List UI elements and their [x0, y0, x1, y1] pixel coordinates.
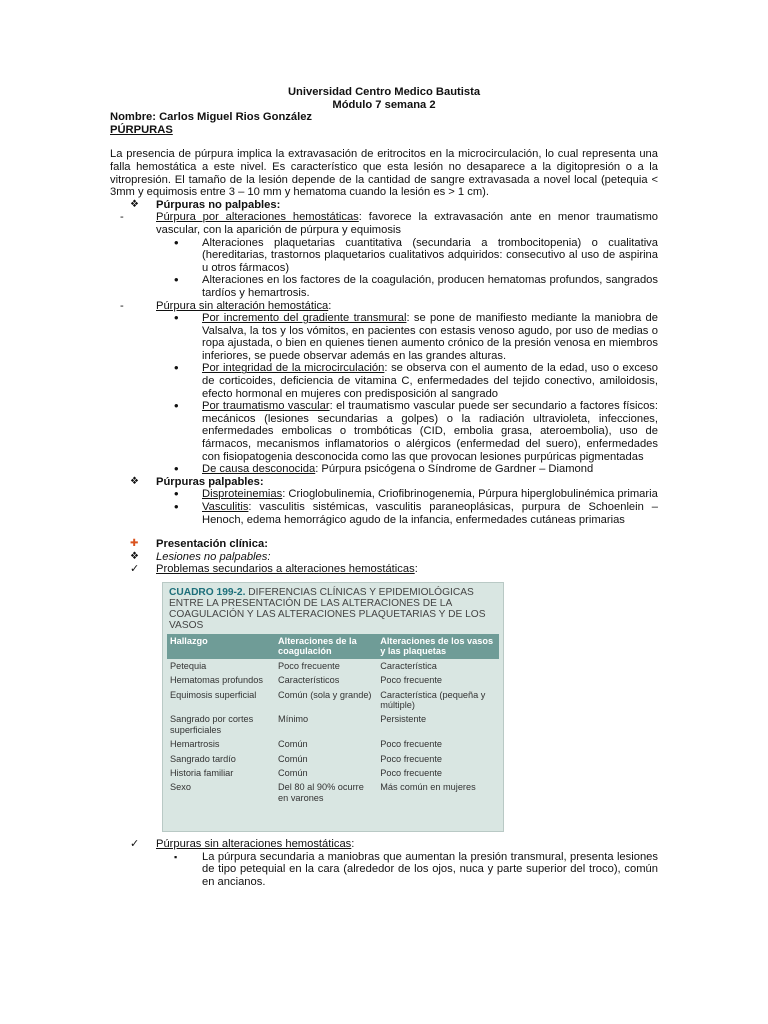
bullet-icon: • [174, 499, 179, 514]
list-item [110, 234, 658, 275]
table-caption-text: DIFERENCIAS CLÍNICAS Y EPIDEMIOLÓGICAS ENTRE LA PRESENTACIÓN DE LAS ALTERACIONES DE LA COAGULACIÓN Y LAS ALTERACIONES PLAQUETARIAS Y DE LOS VASOS [169, 586, 486, 631]
dash-bullet: - [120, 211, 124, 224]
subsection-text: : favorece la extravasación ante en menor traumatismo vascular, con la aparición de púrpura y equimosis [156, 211, 658, 236]
section-no-palpables [110, 199, 658, 212]
table-row: Sexo Del 80 al 90% ocurre en varones Más común en mujeres [170, 782, 476, 803]
student-name: Nombre: Carlos Miguel Rios González [110, 111, 313, 124]
list-item: • De causa desconocida: Púrpura psicógena o Síndrome de Gardner – Diamond [174, 461, 594, 477]
table-row: Equimosis superficial Común (sola y grande) Característica (pequeña y múltiple) [170, 689, 486, 710]
table-figure [162, 582, 504, 832]
check-item: ✓ Problemas secundarios a alteraciones hemostáticas: [130, 563, 418, 576]
table-header [167, 634, 499, 659]
table-row: Sangrado tardío Común Poco frecuente [170, 753, 443, 764]
list-item: • Por integridad de la microcirculación: se observa con el aumento de la edad, uso o exceso de corticoides, deficiencia de vitamina C, enfermedades del tejido conectivo, amiloidosis, efecto hormonal en mujeres con predisposición al sangrado [174, 360, 658, 400]
table-header-cell: Hallazgo [170, 635, 208, 646]
dash-bullet: - [120, 299, 124, 312]
table-header-cell: Alteraciones de los vasos y las plaquetas [380, 635, 494, 657]
subsection-hemostatic [110, 211, 658, 236]
pin-icon: ✚ [130, 538, 139, 550]
clinical-title: Presentación clínica: [156, 538, 268, 551]
table-body [163, 659, 503, 805]
list-item-text: La púrpura secundaria a maniobras que aumentan la presión transmural, presenta lesiones de tipo petequial en la cara (alrededor de los ojos, nuca y parte superior del troco), común en ancianos. [202, 850, 658, 888]
bullet-icon: • [174, 360, 179, 376]
bullet-icon: • [174, 461, 179, 477]
diamond-bullet-icon: ❖ [130, 198, 139, 210]
bullet-icon: • [174, 234, 179, 250]
clinical-sub-row [110, 551, 658, 564]
list-item: • Por incremento del gradiente transmural: se pone de manifiesto mediante la maniobra de Valsalva, la tos y los vómitos, en pacientes con estasis venoso agudo, por uso de medias o ropa ajustada, o bien en quienes tienen aumento crónico de la presión venosa en miembros inferiores, se puede observar además en las grandes alturas. [174, 310, 658, 362]
subsection-non-hemostatic: - Púrpura sin alteración hemostática: [110, 300, 658, 313]
section-palpables [110, 476, 658, 489]
small-diamond-icon: ❖ [130, 550, 139, 562]
subsection-title: Púrpura sin alteración hemostática [156, 299, 329, 312]
table-header-cell: Alteraciones de la coagulación [278, 635, 357, 657]
bullet-icon: • [174, 310, 179, 326]
table-row: Historia familiar Común Poco frecuente [170, 768, 443, 779]
list-item: • Por traumatismo vascular: el traumatismo vascular puede ser secundario a factores físicos: mecánicos (lesiones secundarias a golpes) o la radiación ultravioleta, infecciones, enfermedades embolicas o trombóticas (CID, embolia grasa, ateroembolia), uso de fármacos, mecanismos inflamatorios o alérgicos (enfermedad del suero), enfermedades con fisiopatogenia desconocida como las que provocan lesiones purpúricas pigmentadas [174, 398, 658, 463]
check-icon: ✓ [130, 563, 140, 576]
list-item-text: Alteraciones en los factores de la coagulación, producen hematomas profundos, sangrados tardíos y hemartrosis. [202, 274, 658, 299]
list-item [110, 274, 658, 299]
bullet-icon: • [174, 272, 179, 288]
bullet-icon: • [174, 398, 179, 414]
module-title: Módulo 7 semana 2 [332, 98, 436, 111]
check-item: ✓ Púrpuras sin alteraciones hemostáticas: [130, 837, 355, 850]
intro-paragraph: La presencia de púrpura implica la extravasación de eritrocitos en la microcirculación, lo cual representa una falla hemostática a este nivel. Es característico que esta lesión no desaparece a la digitopresión o a la vitropresión. El tamaño de la lesión depende de la cantidad de sangre extravasada a novel local (petequia < 3mm y equimosis entre 3 – 10 mm y hematoma cuando la lesión es > 1 cm). [110, 148, 658, 199]
table-row: Hematomas profundos Característicos Poco frecuente [170, 675, 443, 686]
list-item-text: Alteraciones plaquetarias cuantitativa (secundaria a trombocitopenia) o cualitativa (hereditarias, trastornos plaquetarios cualitativos adquiridos: consecutivo al uso de aspirina u otros fármacos) [202, 236, 658, 274]
section-title: Púrpuras palpables: [156, 475, 264, 488]
table-row: Sangrado por cortes superficiales Mínimo Persistente [170, 714, 427, 735]
list-item: • Disproteinemias: Crioglobulinemia, Criofibrinogenemia, Púrpura hiperglobulinémica primaria [174, 486, 658, 502]
university-title: Universidad Centro Medico Bautista [287, 86, 481, 98]
list-item [110, 851, 658, 889]
clinical-subtitle: Lesiones no palpables: [156, 550, 271, 563]
diamond-bullet-icon: ❖ [130, 475, 139, 487]
list-item: • Vasculitis: vasculitis sistémicas, vasculitis paraneoplásicas, purpura de Schoenlein – Henoch, edema hemorrágico agudo de la infancia, enfermedades cutáneas primarias [174, 499, 658, 526]
bullet-icon: • [174, 486, 179, 502]
section-title: Púrpuras no palpables: [156, 198, 281, 211]
document-page [110, 86, 658, 888]
check-icon: ✓ [130, 837, 140, 850]
table-caption [163, 583, 503, 634]
table-row: Hemartrosis Común Poco frecuente [170, 739, 443, 750]
clinical-title-row [110, 538, 658, 551]
square-bullet-icon: ▪ [174, 851, 178, 862]
topic-title: PÚRPURAS [110, 123, 173, 136]
subsection-title: Púrpura por alteraciones hemostáticas [156, 211, 359, 224]
table-row: Petequia Poco frecuente Característica [170, 660, 437, 671]
table-code: CUADRO 199-2. [169, 586, 246, 598]
